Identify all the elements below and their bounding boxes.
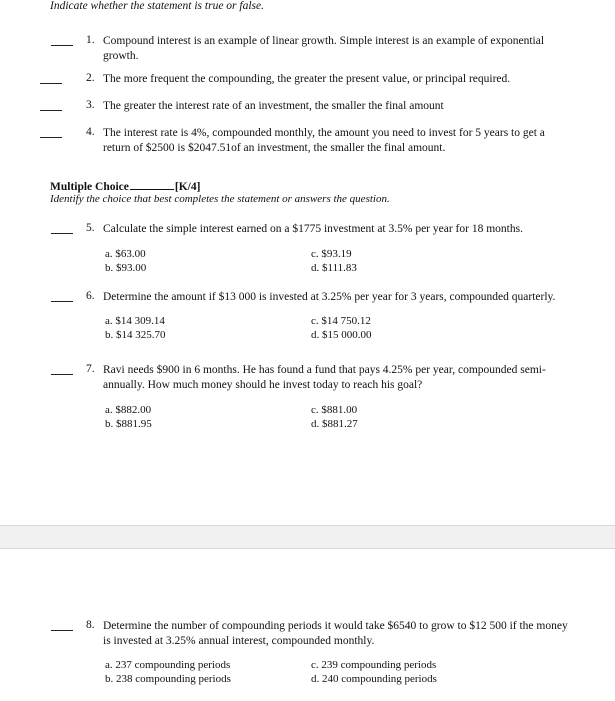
question-text-8: Determine the number of compounding periods it would take $6540 to grow to $12 500 if the money is invested at 3.25% annual interest, compounded monthly. bbox=[103, 620, 568, 647]
option-7c[interactable]: c. $881.00 bbox=[311, 404, 358, 416]
question-number-6: 6. bbox=[86, 290, 95, 302]
question-number-8: 8. bbox=[86, 619, 95, 631]
option-6d[interactable]: d. $15 000.00 bbox=[311, 329, 372, 341]
option-6a[interactable]: a. $14 309.14 bbox=[105, 315, 165, 327]
question-number-2: 2. bbox=[86, 72, 95, 84]
question-text-7: Ravi needs $900 in 6 months. He has found a fund that pays 4.25% per year, compounded semi-annually. How much money should he invest today to reach his goal? bbox=[103, 364, 546, 391]
answer-blank-8[interactable] bbox=[51, 630, 73, 631]
answer-blank-3[interactable] bbox=[40, 110, 62, 111]
worksheet-page-2 bbox=[0, 548, 615, 701]
option-8c[interactable]: c. 239 compounding periods bbox=[311, 659, 437, 671]
question-number-4: 4. bbox=[86, 126, 95, 138]
option-5a[interactable]: a. $63.00 bbox=[105, 248, 146, 260]
answer-blank-2[interactable] bbox=[40, 83, 62, 84]
mc-instruction: Identify the choice that best completes the statement or answers the question. bbox=[50, 193, 390, 205]
option-7d[interactable]: d. $881.27 bbox=[311, 418, 358, 430]
mc-title-blank bbox=[130, 179, 174, 190]
answer-blank-7[interactable] bbox=[51, 374, 73, 375]
option-7a[interactable]: a. $882.00 bbox=[105, 404, 152, 416]
option-5d[interactable]: d. $111.83 bbox=[311, 262, 357, 274]
option-8b[interactable]: b. 238 compounding periods bbox=[105, 673, 231, 685]
question-text-3: The greater the interest rate of an investment, the smaller the final amount bbox=[103, 100, 444, 112]
question-text-5: Calculate the simple interest earned on a $1775 investment at 3.5% per year for 18 months. bbox=[103, 223, 523, 235]
answer-blank-5[interactable] bbox=[51, 233, 73, 234]
tf-instruction: Indicate whether the statement is true or false. bbox=[50, 0, 264, 12]
mc-section-title bbox=[50, 179, 200, 193]
option-7b[interactable]: b. $881.95 bbox=[105, 418, 152, 430]
answer-blank-1[interactable] bbox=[51, 45, 73, 46]
mc-title-prefix: Multiple Choice bbox=[50, 181, 129, 193]
question-number-7: 7. bbox=[86, 363, 95, 375]
option-5c[interactable]: c. $93.19 bbox=[311, 248, 352, 260]
mc-title-suffix: [K/4] bbox=[174, 181, 201, 193]
question-text-4: The interest rate is 4%, compounded monthly, the amount you need to invest for 5 years to get a return of $2500 is $2047.51of an investment, the smaller the final amount. bbox=[103, 127, 545, 154]
answer-blank-6[interactable] bbox=[51, 301, 73, 302]
question-number-1: 1. bbox=[86, 34, 95, 46]
option-8a[interactable]: a. 237 compounding periods bbox=[105, 659, 231, 671]
answer-blank-4[interactable] bbox=[40, 137, 62, 138]
option-6b[interactable]: b. $14 325.70 bbox=[105, 329, 166, 341]
option-5b[interactable]: b. $93.00 bbox=[105, 262, 147, 274]
question-text-2: The more frequent the compounding, the greater the present value, or principal required. bbox=[103, 73, 511, 85]
option-8d[interactable]: d. 240 compounding periods bbox=[311, 673, 437, 685]
question-text-6: Determine the amount if $13 000 is invested at 3.25% per year for 3 years, compounded quarterly. bbox=[103, 291, 556, 303]
option-6c[interactable]: c. $14 750.12 bbox=[311, 315, 371, 327]
question-number-3: 3. bbox=[86, 99, 95, 111]
question-text-1: Compound interest is an example of linear growth. Simple interest is an example of exponential growth. bbox=[103, 35, 545, 62]
question-number-5: 5. bbox=[86, 222, 95, 234]
